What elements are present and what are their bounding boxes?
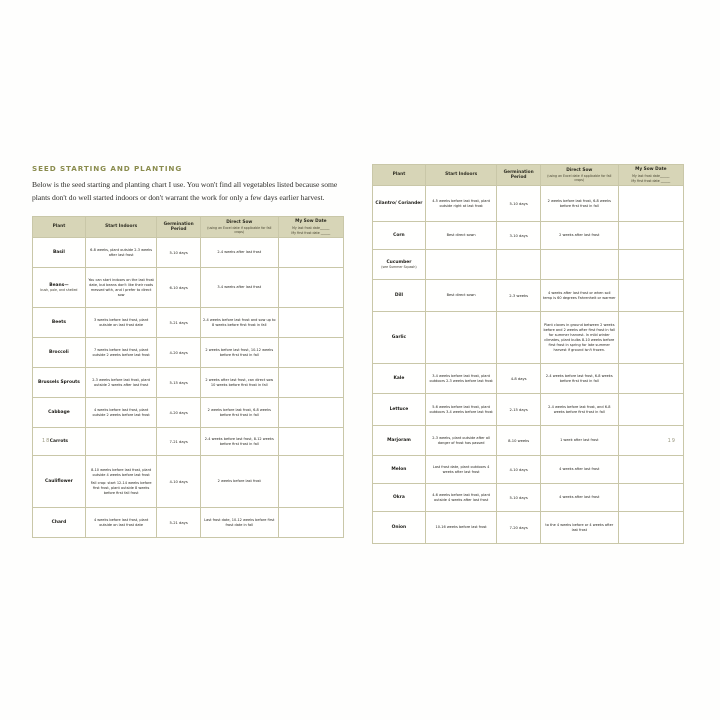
cell-germination: 3-10 days <box>497 222 541 250</box>
cell-start-indoors: 7 weeks before last frost, plant outside 2 weeks before last frost <box>85 338 157 368</box>
cell-direct-sow: 2-4 weeks before last frost, 8-12 weeks before first frost in fall <box>200 428 278 456</box>
cell-direct-sow: Plant cloves in ground between 2 weeks before and 2 weeks after first frost in fall for summer harvest. In mild winter climates, plant bulbs 8-10 weeks before first frost in spring for late summer harvest if ground isn't frozen. <box>540 312 618 364</box>
table-header-row <box>33 217 344 238</box>
cell-start-indoors: 4 weeks before last frost, plant outside on last frost date <box>85 508 157 538</box>
cell-start-indoors: 10-16 weeks before last frost <box>425 512 497 544</box>
table-row <box>33 338 344 368</box>
cell-my-sow-date[interactable] <box>278 338 343 368</box>
cell-start-indoors <box>425 312 497 364</box>
cell-direct-sow: 2 weeks before last frost <box>200 456 278 508</box>
cell-germination <box>497 250 541 280</box>
cell-start-indoors <box>85 456 157 508</box>
table-row <box>33 428 344 456</box>
cell-start-indoors: 4 weeks before last frost, plant outside 2 weeks before last frost <box>85 398 157 428</box>
cell-direct-sow: 4 weeks after last frost or when soil temp is 60 degrees Fahrenheit or warmer <box>540 280 618 312</box>
cell-plant: Cauliflower <box>33 456 86 508</box>
cell-my-sow-date[interactable] <box>278 428 343 456</box>
table-row <box>373 250 684 280</box>
cell-plant: Dill <box>373 280 426 312</box>
cell-start-indoors: 5-6 weeks before last frost, plant outdoors 3-4 weeks before last frost <box>425 394 497 426</box>
cell-paragraph: Fall crop: start 12-14 weeks before first frost, plant outside 8 weeks before first fall frost <box>90 480 152 495</box>
table-row <box>373 312 684 364</box>
table-row <box>373 222 684 250</box>
column-header-direct-sow <box>200 217 278 238</box>
cell-germination: 4-20 days <box>157 338 201 368</box>
column-header-my-sow-date <box>618 165 683 186</box>
my-sow-date-header-text: My Sow Date <box>295 219 327 224</box>
cell-my-sow-date[interactable] <box>278 368 343 398</box>
table-row <box>33 398 344 428</box>
cell-direct-sow: 2-4 weeks before last frost, and 6-8 weeks before first frost in fall <box>540 394 618 426</box>
cell-start-indoors: 2-3 weeks before last frost, plant outside 2 weeks after last frost <box>85 368 157 398</box>
plant-note: bush, pole, and shelled <box>40 288 78 293</box>
cell-my-sow-date[interactable] <box>278 268 343 308</box>
column-header-direct-sow <box>540 165 618 186</box>
table-row <box>33 508 344 538</box>
page-title: SEED STARTING AND PLANTING <box>32 164 183 173</box>
cell-start-indoors: 3 weeks before last frost, plant outside on last frost date <box>85 308 157 338</box>
column-header-plant: Plant <box>33 217 86 238</box>
table-row <box>373 426 684 456</box>
cell-germination: 5-10 days <box>157 238 201 268</box>
cell-my-sow-date[interactable] <box>618 312 683 364</box>
cell-direct-sow: 2 weeks before last frost, 6-8 weeks before first frost in fall <box>540 186 618 222</box>
cell-direct-sow: 2 weeks before last frost, 6-8 weeks before first frost in fall <box>200 398 278 428</box>
column-header-germination <box>497 165 541 186</box>
cell-start-indoors: 4-6 weeks before last frost, plant outside 4 weeks after last frost <box>425 484 497 512</box>
cell-my-sow-date[interactable] <box>278 238 343 268</box>
cell-plant: Carrots <box>33 428 86 456</box>
direct-sow-header-text: Direct Sow <box>226 219 253 225</box>
cell-my-sow-date[interactable] <box>278 456 343 508</box>
cell-plant: Garlic <box>373 312 426 364</box>
cell-my-sow-date[interactable] <box>278 508 343 538</box>
column-header-plant: Plant <box>373 165 426 186</box>
cell-plant: Cabbage <box>33 398 86 428</box>
cell-my-sow-date[interactable] <box>278 398 343 428</box>
cell-start-indoors: 6-8 weeks, plant outside 2-3 weeks after last frost <box>85 238 157 268</box>
cell-paragraph: 8-10 weeks before last frost, plant outside 4 weeks before last frost <box>91 467 152 477</box>
cell-plant: Onion <box>373 512 426 544</box>
cell-my-sow-date[interactable] <box>618 186 683 222</box>
cell-germination <box>497 312 541 364</box>
cell-start-indoors: Best direct sown <box>425 222 497 250</box>
table-row <box>373 364 684 394</box>
cell-direct-sow: 2-4 weeks before last frost and sow up to 8 weeks before first frost in fall <box>200 308 278 338</box>
cell-my-sow-date[interactable] <box>618 484 683 512</box>
cell-start-indoors <box>425 250 497 280</box>
germination-header-text: Germination Period <box>163 221 194 233</box>
cell-plant: Beans— bush, pole, and shelled <box>33 268 86 308</box>
cell-germination: 7-21 days <box>157 428 201 456</box>
page-number-left: 18 <box>42 438 51 444</box>
cell-my-sow-date[interactable] <box>618 456 683 484</box>
right-page <box>360 150 700 580</box>
cell-direct-sow: 2 weeks after last frost, can direct sow 10 weeks before first frost in fall <box>200 368 278 398</box>
cell-direct-sow <box>540 250 618 280</box>
cell-my-sow-date[interactable] <box>618 512 683 544</box>
cell-start-indoors <box>85 428 157 456</box>
cell-germination: 5-15 days <box>157 368 201 398</box>
cell-germination: 2-3 weeks <box>497 280 541 312</box>
cell-germination: 5-10 days <box>497 186 541 222</box>
cell-direct-sow: 2 weeks after last frost <box>540 222 618 250</box>
cell-plant: Okra <box>373 484 426 512</box>
direct-sow-header-sub: (using an Excel date if applicable for fall crops) <box>207 226 272 235</box>
cell-germination: 4-10 days <box>157 456 201 508</box>
cell-germination: 4-10 days <box>497 456 541 484</box>
cell-plant: Broccoli <box>33 338 86 368</box>
my-sow-date-sub-first: My first frost date ______ <box>631 178 671 183</box>
cell-direct-sow: 2-4 weeks before last frost, 6-8 weeks before first frost in fall <box>540 364 618 394</box>
cell-germination: 5-21 days <box>157 508 201 538</box>
column-header-germination <box>157 217 201 238</box>
cell-plant: Chard <box>33 508 86 538</box>
cell-germination: 4-20 days <box>157 398 201 428</box>
cell-start-indoors: Best direct sown <box>425 280 497 312</box>
cell-plant: Beets <box>33 308 86 338</box>
cell-start-indoors: You can start indoors on the last frost date, but beans don't like their roots messed with, and I prefer to direct sow <box>85 268 157 308</box>
germination-header-text: Germination Period <box>503 169 534 181</box>
page-number-right: 19 <box>667 438 676 444</box>
cell-plant: Brussels Sprouts <box>33 368 86 398</box>
seed-chart-right <box>372 164 684 544</box>
cell-germination: 4-8 days <box>497 364 541 394</box>
cell-direct-sow: 3-4 weeks after last frost <box>200 268 278 308</box>
plant-note: (see Summer Squash) <box>381 265 417 270</box>
table-row <box>373 512 684 544</box>
direct-sow-header-text: Direct Sow <box>566 167 593 173</box>
cell-direct-sow: 1 week after last frost <box>540 426 618 456</box>
cell-my-sow-date[interactable] <box>618 250 683 280</box>
cell-direct-sow: to the 4 weeks before or 4 weeks after last frost <box>540 512 618 544</box>
my-sow-date-sub-first: My first frost date ______ <box>291 230 331 235</box>
cell-start-indoors: 3-4 weeks before last frost, plant outdoors 2-3 weeks before last frost <box>425 364 497 394</box>
table-row <box>373 484 684 512</box>
table-row <box>33 238 344 268</box>
cell-germination: 6-10 days <box>157 268 201 308</box>
cell-direct-sow: 2 weeks before last frost, 10-12 weeks before first frost in fall <box>200 338 278 368</box>
intro-paragraph: Below is the seed starting and planting chart I use. You won't find all vegetables listed because some plants don't do well started indoors or don't warrant the work for only a few days earlier harvest. <box>32 180 338 202</box>
table-row <box>373 394 684 426</box>
cell-plant: Marjoram <box>373 426 426 456</box>
left-page <box>20 150 360 580</box>
cell-germination: 5-21 days <box>157 308 201 338</box>
cell-germination: 8-10 weeks <box>497 426 541 456</box>
cell-direct-sow: 4 weeks after last frost <box>540 456 618 484</box>
column-header-start-indoors: Start Indoors <box>85 217 157 238</box>
cell-start-indoors: Last frost date, plant outdoors 4 weeks after last frost <box>425 456 497 484</box>
cell-my-sow-date[interactable] <box>618 394 683 426</box>
table-row <box>33 308 344 338</box>
cell-plant: Cilantro/ Coriander <box>373 186 426 222</box>
cell-germination: 7-20 days <box>497 512 541 544</box>
table-row <box>33 268 344 308</box>
cell-direct-sow: Last frost date, 10-12 weeks before first frost date in fall <box>200 508 278 538</box>
cell-plant: Kale <box>373 364 426 394</box>
my-sow-date-sub-last: My last frost date______ <box>292 225 330 230</box>
cell-germination: 5-10 days <box>497 484 541 512</box>
cell-plant: Lettuce <box>373 394 426 426</box>
table-row <box>373 280 684 312</box>
cell-my-sow-date[interactable] <box>618 280 683 312</box>
cell-my-sow-date[interactable] <box>618 222 683 250</box>
seed-chart-left <box>32 216 344 538</box>
cell-plant: Melon <box>373 456 426 484</box>
my-sow-date-sub-last: My last frost date______ <box>632 173 670 178</box>
cell-direct-sow: 2-4 weeks after last frost <box>200 238 278 268</box>
cell-my-sow-date[interactable] <box>278 308 343 338</box>
table-row <box>33 368 344 398</box>
cell-start-indoors: 2-3 weeks, plant outside after all danger of frost has passed <box>425 426 497 456</box>
table-row <box>33 456 344 508</box>
direct-sow-header-sub: (using an Excel date if applicable for fall crops) <box>547 174 612 183</box>
cell-plant: Corn <box>373 222 426 250</box>
table-header-row <box>373 165 684 186</box>
table-row <box>373 456 684 484</box>
cell-plant: Cucumber (see Summer Squash) <box>373 250 426 280</box>
cell-direct-sow: 4 weeks after last frost <box>540 484 618 512</box>
my-sow-date-header-text: My Sow Date <box>635 167 667 172</box>
column-header-my-sow-date <box>278 217 343 238</box>
cell-germination: 2-15 days <box>497 394 541 426</box>
column-header-start-indoors: Start Indoors <box>425 165 497 186</box>
cell-plant: Basil <box>33 238 86 268</box>
cell-start-indoors: 4-5 weeks before last frost, plant outside right at last frost <box>425 186 497 222</box>
table-row <box>373 186 684 222</box>
cell-my-sow-date[interactable] <box>618 364 683 394</box>
